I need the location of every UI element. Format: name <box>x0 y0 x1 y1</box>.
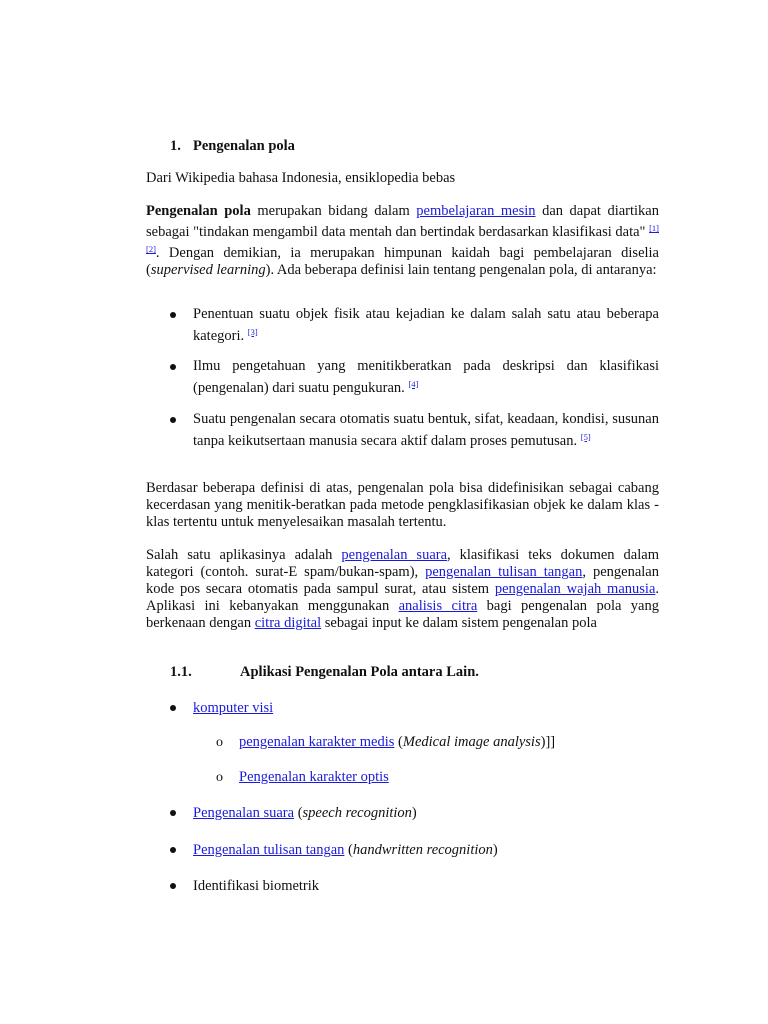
intro-text: dan dapat diartikan sebagai "tindakan mengambil data mentah dan bertindak berdasarkan klasifikasi data" <box>146 203 659 240</box>
para-text: , pengenalan kode pos secara otomatis pada sampul surat, atau sistem <box>146 564 659 597</box>
list-item-text: Ilmu pengetahuan yang menitikberatkan pada deskripsi dan klasifikasi (pengenalan) dari suatu pengukuran. <box>193 358 659 396</box>
link-komputer-visi[interactable]: komputer visi <box>193 700 274 716</box>
paren-text: ) <box>492 842 498 858</box>
sub-bullet-icon: o <box>216 770 223 785</box>
link-citra-digital[interactable]: citra digital <box>254 615 322 631</box>
link-pengenalan-tulisan-tangan[interactable]: pengenalan tulisan tangan <box>425 564 583 580</box>
link-pengenalan-wajah-manusia[interactable]: pengenalan wajah manusia <box>494 581 656 597</box>
ref-link-4[interactable]: [4] <box>408 378 419 389</box>
list-item <box>193 700 273 717</box>
list-item-text: Suatu pengenalan secara otomatis suatu bentuk, sifat, keadaan, kondisi, susunan tanpa keikutsertaan manusia secara aktif dalam proses pemutusan. <box>193 411 659 449</box>
section-title: Pengenalan pola <box>193 138 295 154</box>
list-item <box>193 878 319 895</box>
section-heading-1 <box>170 138 295 155</box>
italic-term: Medical image analysis <box>402 734 541 750</box>
paren-text: ( <box>344 842 353 858</box>
bullet-icon <box>170 364 176 370</box>
bullet-icon <box>170 883 176 889</box>
list-item-text: Penentuan suatu objek fisik atau kejadian ke dalam salah satu atau beberapa kategori. <box>193 306 659 344</box>
bullet-icon <box>170 312 176 318</box>
link-pembelajaran-mesin[interactable]: pembelajaran mesin <box>416 203 536 219</box>
source-line: Dari Wikipedia bahasa Indonesia, ensiklopedia bebas <box>146 170 456 186</box>
section-heading-1-1 <box>170 664 479 681</box>
bullet-icon <box>170 847 176 853</box>
ref-link-5[interactable]: [5] <box>580 431 591 442</box>
paren-text: ) <box>411 805 417 821</box>
intro-paragraph <box>146 203 659 279</box>
list-item <box>193 411 659 450</box>
paren-text: )]] <box>540 734 556 750</box>
ref-link-3[interactable]: [3] <box>247 326 258 337</box>
intro-text: ). Ada beberapa definisi lain tentang pengenalan pola, di antaranya: <box>265 262 657 278</box>
term-bold: Pengenalan pola <box>146 203 251 219</box>
list-item <box>193 306 659 345</box>
ref-link-2[interactable]: [2] <box>146 244 156 254</box>
italic-term: speech recognition <box>302 805 412 821</box>
link-pengenalan-suara-2[interactable]: Pengenalan suara <box>193 805 295 821</box>
paren-text: ( <box>294 805 303 821</box>
sub-list-item <box>239 769 389 786</box>
list-item <box>193 358 659 397</box>
link-pengenalan-karakter-optis[interactable]: Pengenalan karakter optis <box>239 769 389 785</box>
bullet-icon <box>170 705 176 711</box>
link-analisis-citra[interactable]: analisis citra <box>398 598 478 614</box>
bullet-icon <box>170 417 176 423</box>
intro-text: merupakan bidang dalam <box>250 203 417 219</box>
section-number: 1. <box>170 138 181 154</box>
link-pengenalan-karakter-medis[interactable]: pengenalan karakter medis <box>239 734 395 750</box>
list-item <box>193 842 498 859</box>
section-title: Aplikasi Pengenalan Pola antara Lain. <box>240 664 479 680</box>
para-text: bagi pengenalan pola yang berkenaan dengan <box>146 598 659 631</box>
para-text: Salah satu aplikasinya adalah <box>146 547 342 563</box>
sub-bullet-icon: o <box>216 735 223 750</box>
application-paragraph <box>146 547 659 632</box>
italic-term: handwritten recognition <box>352 842 493 858</box>
para-text: , klasifikasi teks dokumen dalam kategori (contoh. surat-E spam/bukan-spam), <box>146 547 659 580</box>
link-pengenalan-tulisan-tangan-2[interactable]: Pengenalan tulisan tangan <box>193 842 345 858</box>
ref-link-1[interactable]: [1] <box>649 223 659 233</box>
list-item <box>193 805 417 822</box>
para-text: . Aplikasi ini kebanyakan menggunakan <box>146 581 660 614</box>
link-pengenalan-suara[interactable]: pengenalan suara <box>341 547 448 563</box>
section-number: 1.1. <box>170 664 192 680</box>
italic-term: supervised learning <box>150 262 266 278</box>
list-item-text: Identifikasi biometrik <box>193 878 320 894</box>
definition-paragraph: Berdasar beberapa definisi di atas, pengenalan pola bisa didefinisikan sebagai cabang kecerdasan yang menitik-beratkan pada metode pengklasifikasian objek ke dalam klas - klas tertentu untuk menyelesaikan masalah tertentu. <box>146 480 659 530</box>
intro-text: . Dengan demikian, ia merupakan himpunan kaidah bagi pembelajaran diselia ( <box>146 245 659 278</box>
paren-text: ( <box>394 734 403 750</box>
para-text: sebagai input ke dalam sistem pengenalan pola <box>321 615 597 631</box>
sub-list-item <box>239 734 555 751</box>
bullet-icon <box>170 810 176 816</box>
